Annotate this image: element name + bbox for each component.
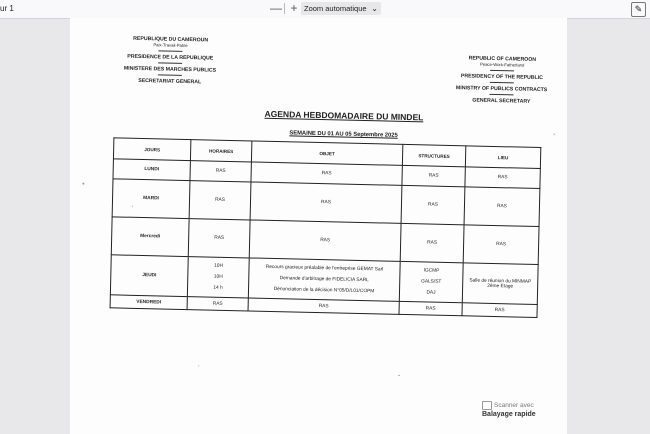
edit-icon[interactable]: ✎ bbox=[631, 2, 646, 17]
structures-cell bbox=[399, 261, 463, 302]
scanner-icon bbox=[482, 401, 492, 410]
left-header-line3: PRESIDENCE DE LA REPUBLIQUE bbox=[127, 53, 214, 62]
horaires-cell: RAS bbox=[187, 297, 248, 311]
structures-cell: RAS bbox=[399, 301, 462, 315]
objet-cell: RAS bbox=[249, 220, 401, 261]
column-header-horaires: HORAIRES bbox=[190, 140, 251, 162]
pdf-toolbar bbox=[0, 0, 650, 19]
column-header-lieu: LIEU bbox=[465, 146, 540, 169]
horaires-cell: RAS bbox=[189, 181, 251, 220]
header-rule bbox=[490, 70, 514, 72]
objet-line: Demande d'arbitrage de FIDELICIA SARL bbox=[279, 276, 369, 284]
right-header bbox=[446, 55, 557, 105]
zoom-select[interactable] bbox=[301, 2, 381, 15]
toolbar-divider bbox=[284, 3, 285, 14]
column-header-jours: JOURS bbox=[113, 138, 190, 161]
right-header-line5: GENERAL SECRETARY bbox=[472, 97, 531, 105]
scanner-line1: Scanner avec bbox=[494, 402, 534, 410]
day-cell: JEUDI bbox=[110, 255, 188, 297]
header-rule bbox=[490, 82, 514, 84]
day-cell: VENDREDI bbox=[110, 295, 187, 310]
day-cell: LUNDI bbox=[113, 159, 190, 181]
document-subtitle: SEMAINE DU 01 AU 05 Septembre 2025 bbox=[289, 130, 398, 139]
document-title: AGENDA HEBDOMADAIRE DU MINDEL bbox=[264, 108, 424, 123]
scan-speck bbox=[398, 375, 400, 376]
scanner-line2: Balayage rapide bbox=[482, 411, 536, 419]
structures-cell: RAS bbox=[401, 185, 465, 224]
horaire-line: 10H bbox=[213, 274, 223, 280]
scan-speck bbox=[554, 133, 555, 135]
right-header-line4: MINISTRY OF PUBLICS CONTRACTS bbox=[455, 85, 548, 94]
lieu-cell: RAS bbox=[462, 303, 537, 318]
lieu-cell: RAS bbox=[463, 225, 539, 265]
structure-line: IGCMP bbox=[423, 268, 440, 274]
column-header-structures: STRUCTURES bbox=[402, 144, 465, 166]
pdf-page bbox=[70, 18, 567, 434]
structures-cell: RAS bbox=[402, 165, 465, 186]
horaire-line: 14 h bbox=[213, 285, 223, 291]
scanner-watermark bbox=[482, 401, 536, 419]
right-header-line3: PRESIDENCY OF THE REPUBLIC bbox=[460, 73, 543, 82]
right-header-line2: Peace-Work-Fatherland bbox=[479, 61, 525, 68]
objet-line: Recours gracieux préalable de l'entreprise GEMAT Sarl bbox=[265, 264, 384, 273]
scan-speck bbox=[82, 183, 84, 185]
horaires-cell: RAS bbox=[188, 219, 250, 258]
header-rule bbox=[158, 74, 182, 76]
lieu-cell: RAS bbox=[465, 167, 540, 189]
objet-cell: RAS bbox=[248, 298, 399, 314]
scanned-document bbox=[70, 18, 567, 394]
zoom-select-value: Zoom automatique bbox=[304, 4, 367, 13]
horaire-line: 10H bbox=[214, 263, 224, 269]
zoom-out-button[interactable]: — bbox=[270, 1, 282, 15]
zoom-in-button[interactable]: + bbox=[290, 1, 298, 15]
header-rule bbox=[158, 50, 182, 52]
agenda-table bbox=[110, 137, 542, 318]
lieu-cell: RAS bbox=[464, 187, 540, 227]
structure-line: DAJ bbox=[426, 290, 436, 296]
structure-line: GALS/ST bbox=[421, 279, 442, 285]
lieu-cell: Salle de réunion du MINMAP 2ème Etage bbox=[462, 263, 538, 305]
structures-cell: RAS bbox=[400, 223, 464, 262]
left-header-line5: SECRETARIAT GENERAL bbox=[138, 77, 202, 86]
day-cell: Mercredi bbox=[111, 217, 189, 257]
scan-speck bbox=[198, 365, 199, 366]
left-header-line4: MINISTERE DES MARCHES PUBLICS bbox=[123, 65, 217, 74]
scan-speck bbox=[132, 206, 133, 207]
column-header-objet: OBJET bbox=[251, 141, 402, 165]
objet-cell bbox=[248, 258, 400, 301]
horaires-cell bbox=[187, 257, 249, 298]
left-header-line2: Paix-Travail-Patrie bbox=[153, 42, 188, 49]
header-rule bbox=[489, 94, 513, 96]
left-header bbox=[115, 35, 226, 85]
objet-line: Dénonciation de la décision N°05/D/L01/COPM bbox=[273, 287, 375, 295]
left-header-line1: REPUBLIQUE DU CAMEROUN bbox=[133, 35, 209, 44]
header-rule bbox=[158, 62, 182, 64]
right-header-line1: REPUBLIC OF CAMEROON bbox=[468, 55, 537, 63]
horaires-cell: RAS bbox=[190, 161, 251, 182]
page-number-label: ur 1 bbox=[0, 4, 14, 13]
objet-cell: RAS bbox=[251, 162, 402, 185]
chevron-down-icon: ⌄ bbox=[371, 4, 378, 13]
objet-cell: RAS bbox=[250, 182, 402, 223]
day-cell: MARDI bbox=[112, 179, 190, 219]
